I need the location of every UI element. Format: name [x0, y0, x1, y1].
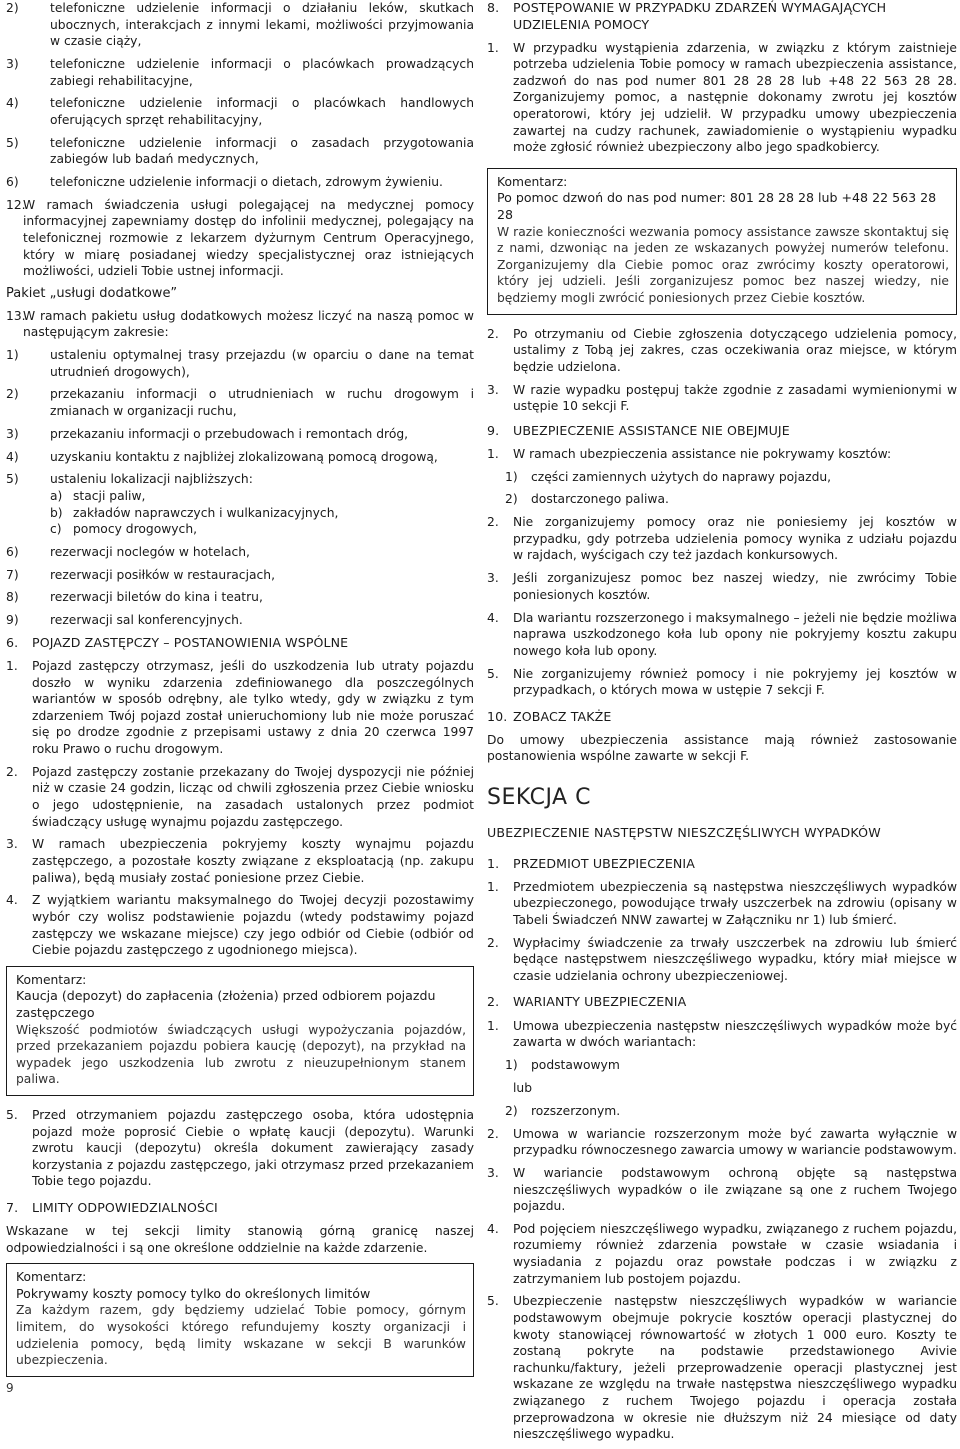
- item-text: Przed otrzymaniem pojazdu zastępczego osoba, która udostępnia pojazd może poprosić Ciebie o wpłatę kaucji (depozytu). Warunki zwrotu kaucji (depozytu) określa dokument zawierający zasady korzystania z pojazdu zastępczego, jaki otrzymasz przed przekazaniem Tobie tego pojazdu.: [32, 1107, 474, 1189]
- item-number: 4.: [6, 893, 18, 908]
- section-number: 1.: [487, 855, 500, 871]
- list-item: [487, 935, 957, 985]
- section-8-heading: [487, 0, 957, 33]
- package-heading: Pakiet „usługi dodatkowe”: [6, 286, 178, 302]
- list-item: [505, 491, 957, 508]
- item-number: 2.: [487, 326, 499, 341]
- comment-title: Kaucja (depozyt) do zapłacenia (złożenia) przed odbiorem pojazdu zastępczego: [16, 988, 436, 1020]
- item-number: 3.: [6, 837, 18, 852]
- item-text: telefoniczne udzielenie informacji o placówkach prowadzących zabiegi rehabilitacyjne,: [50, 56, 474, 88]
- item-letter: c): [50, 522, 62, 537]
- comment-label: Komentarz:: [497, 174, 568, 189]
- right-column: [487, 0, 957, 1449]
- c2-heading: [487, 994, 957, 1011]
- list-item: [487, 1165, 957, 1215]
- list-item: [6, 56, 474, 89]
- list-item: [487, 40, 957, 156]
- item-text: telefoniczne udzielenie informacji o zasadach przygotowania zabiegów lub badań medycznych,: [50, 135, 474, 167]
- item-number: 9): [6, 613, 19, 628]
- list-item: [487, 1221, 957, 1287]
- list-item: [6, 612, 474, 629]
- item-letter: b): [50, 505, 63, 520]
- item-text: przekazaniu informacji o przebudowach i remontach dróg,: [50, 426, 409, 441]
- item-text: Z wyjątkiem wariantu maksymalnego do Twojej decyzji pozostawimy wybór czy wolisz podstawienie pojazdu (wtedy podstawimy pojazd zastępczy we wskazane miejsce) czy jego odbiór od Ciebie (odbiór od Ciebie pojazdu zastępczego z ugodnionego miejsca).: [32, 893, 474, 958]
- list-item: [6, 764, 474, 830]
- item-text: Przedmiotem ubezpieczenia są następstwa nieszczęśliwych wypadków ubezpieczonego, powodujące trwały uszczerbek na zdrowiu (opisany w Tabeli Świadczeń NNW zawartej w Załączniku nr 1) lub śmierć.: [513, 879, 957, 927]
- c1-heading: [487, 856, 957, 873]
- item-number: 7): [6, 567, 19, 582]
- item-text: podstawowym: [531, 1057, 620, 1072]
- comment-box-deposit: [6, 966, 474, 1096]
- item-number: 4): [6, 449, 19, 464]
- section-9-heading: [487, 423, 957, 440]
- item-number: 1.: [487, 40, 499, 55]
- item-text: rezerwacji biletów do kina i teatru,: [50, 590, 263, 605]
- comment-title: Po pomoc dzwoń do nas pod numer: 801 28 28 28 lub +48 22 563 28 28: [497, 190, 937, 223]
- list-item: [487, 514, 957, 564]
- item-number: 6): [6, 175, 19, 190]
- item-letter: a): [50, 488, 63, 503]
- item-number: 4.: [487, 610, 499, 625]
- item-text: rezerwacji noclegów w hotelach,: [50, 544, 250, 559]
- list-item: [6, 95, 474, 128]
- comment-title: Pokrywamy koszty pomocy tylko do określonych limitów: [16, 1285, 371, 1301]
- section-6-heading: [6, 635, 474, 652]
- section-number: 2.: [487, 994, 500, 1010]
- item-text: Jeśli zorganizujesz pomoc bez naszej wiedzy, nie zwrócimy Tobie poniesionych kosztów.: [513, 571, 957, 602]
- item-text: pomocy drogowych,: [73, 522, 198, 537]
- or-label: lub: [513, 1080, 533, 1095]
- item-text: W razie wypadku postępuj także zgodnie z zasadami wymienionymi w ustępie 10 sekcji F.: [513, 382, 957, 414]
- item-number: 2.: [487, 1126, 499, 1141]
- item-text: ustaleniu lokalizacji najbliższych:: [50, 472, 253, 487]
- item-number: 2): [6, 387, 19, 402]
- page-number: 9: [6, 1381, 14, 1395]
- paragraph-number: 13.: [6, 308, 26, 323]
- section-9-more: [487, 514, 957, 699]
- list-item: [487, 610, 957, 660]
- list-item: [6, 892, 474, 958]
- list-item: [6, 471, 474, 488]
- item-number: 8): [6, 590, 19, 605]
- comment-box-phone: [487, 168, 957, 315]
- paragraph-12: [6, 197, 474, 280]
- list-item: [6, 658, 474, 758]
- comment-body: Większość podmiotów świadczących usługi wypożyczania pojazdów, przed przekazaniem pojazdu pobiera kaucję (depozyt), na przykład na wypadek jego uszkodzenia lub zwrotu z nieuzupełnionym stanem paliwa.: [16, 1022, 466, 1087]
- list-item: [487, 1293, 957, 1442]
- item-text: telefoniczne udzielenie informacji o działaniu leków, skutkach ubocznych, interakcjach z innymi lekami, możliwości przyjmowania w czasie ciąży,: [50, 1, 474, 49]
- item-number: 5): [6, 472, 19, 487]
- section-7-heading: [6, 1200, 474, 1217]
- item-text: telefoniczne udzielenie informacji o placówkach handlowych oferujących sprzęt rehabilitacyjny,: [50, 96, 474, 127]
- item-text: W wariancie podstawowym ochroną objęte są następstwa nieszczęśliwych wypadków o ile związane są one z ruchem Twojego pojazdu.: [513, 1165, 957, 1214]
- list-item: [487, 326, 957, 376]
- location-sublist: [6, 488, 474, 538]
- item-text: Pojazd zastępczy zostanie przekazany do Twojej dyspozycji nie później niż w czasie 24 godzin, licząc od chwili zgłoszenia przez Ciebie wniosku o jego udostępnienie, na zasadach ustalonych przez podmiot świadczący usługę wynajmu pojazdu zastępczego.: [32, 764, 474, 829]
- list-item: [487, 879, 957, 929]
- info-services-list: [6, 0, 474, 191]
- item-text: Nie zorganizujemy również pomocy i nie pokryjemy jej kosztów w przypadkach, o których mowa w ustępie 7 sekcji F.: [513, 666, 957, 698]
- item-number: 5.: [6, 1107, 18, 1122]
- list-item: [6, 0, 474, 50]
- item-number: 3.: [487, 382, 499, 397]
- list-item: [487, 446, 957, 463]
- section-title: PRZEDMIOT UBEZPIECZENIA: [513, 855, 695, 871]
- list-item: [487, 382, 957, 415]
- item-number: 1.: [487, 879, 499, 894]
- list-item: [6, 135, 474, 168]
- section-title: WARIANTY UBEZPIECZENIA: [513, 994, 687, 1010]
- list-item: [487, 1126, 957, 1159]
- comment-label: Komentarz:: [16, 1270, 87, 1285]
- item-text: rezerwacji posiłków w restauracjach,: [50, 567, 275, 582]
- section-number: 8.: [487, 0, 500, 15]
- item-number: 1.: [487, 446, 499, 461]
- list-item: [6, 544, 474, 561]
- list-item: [6, 449, 474, 466]
- item-text: Umowa w wariancie rozszerzonym może być zawarta wyłącznie w przypadku równoczesnego zawarcia umowy w wariancie podstawowym.: [513, 1126, 957, 1158]
- item-text: Dla wariantu rozszerzonego i maksymalnego – jeżeli nie będzie możliwa naprawa uszkodzonego koła lub opony nie pokryjemy kosztu zakupu nowego koła lub opony.: [513, 610, 957, 658]
- list-item: [6, 1107, 474, 1190]
- item-text: Ubezpieczenie następstw nieszczęśliwych wypadków w wariancie podstawowym obejmuje pokrycie kosztów operacji plastycznej do kwoty stanowiącej równowartość w złotych 1 000 euro. Koszty te zostaną pokryte na podstawie przedstawionego Avivie rachunku/faktury, jeżeli przeprowadzenie operacji plastycznej jest wskazane ze względu na trwałe następstwa nieszczęśliwego wypadku związanego z ruchem Twojego pojazdu i operacja została przeprowadzona w okresie nie dłuższym niż 24 miesiące od daty nieszczęśliwego wypadku.: [513, 1294, 957, 1442]
- item-number: 2.: [6, 764, 18, 779]
- item-number: 4.: [487, 1221, 499, 1236]
- item-number: 5.: [487, 666, 499, 681]
- comment-box-limits: [6, 1263, 474, 1377]
- item-text: telefoniczne udzielenie informacji o dietach, zdrowym żywieniu.: [50, 175, 443, 190]
- item-number: 2.: [487, 515, 499, 530]
- sub-list-item: [6, 521, 474, 538]
- item-number: 1): [505, 1057, 518, 1072]
- item-text: Nie zorganizujemy pomocy oraz nie poniesiemy jej kosztów w przypadku, gdy potrzeba udzielenia pomocy wynika z udziału pojazdu w rajdach, wyścigach czy też jazdach konkursowych.: [513, 515, 957, 563]
- comment-body: Za każdym razem, gdy będziemy udzielać Tobie pomocy, górnym limitem, do wysokości którego refundujemy koszty organizacji i udzielenia pomocy, będą limity wskazane w sekcji B warunków ubezpieczenia.: [16, 1303, 466, 1368]
- item-number: 2): [505, 1103, 518, 1118]
- section-10-heading: [487, 709, 957, 726]
- list-item: [6, 347, 474, 380]
- item-number: 2): [505, 492, 518, 507]
- list-item: [487, 570, 957, 603]
- item-number: 3): [6, 426, 19, 441]
- item-text: Umowa ubezpieczenia następstw nieszczęśliwych wypadków może być zawarta w dwóch wariantach:: [513, 1018, 957, 1050]
- item-number: 6): [6, 544, 19, 559]
- section-title: UBEZPIECZENIE ASSISTANCE NIE OBEJMUJE: [513, 422, 790, 438]
- item-text: dostarczonego paliwa.: [531, 492, 669, 507]
- section-title: POSTĘPOWANIE W PRZYPADKU ZDARZEŃ WYMAGAJĄCYCH UDZIELENIA POMOCY: [513, 0, 887, 32]
- item-text: ustaleniu optymalnej trasy przejazdu (w oparciu o dane na temat utrudnień drogowych),: [50, 348, 474, 379]
- sub-list-item: [6, 505, 474, 522]
- list-item: [6, 836, 474, 886]
- c1-items: [487, 879, 957, 985]
- section-title: LIMITY ODPOWIEDZIALNOŚCI: [32, 1199, 218, 1215]
- additional-services-list: [6, 347, 474, 465]
- comment-label: Komentarz:: [16, 972, 87, 987]
- list-item: [505, 469, 957, 486]
- item-number: 4): [6, 96, 19, 111]
- list-item: [6, 386, 474, 419]
- item-text: Wypłacimy świadczenie za trwały uszczerbek na zdrowiu lub śmierć będące następstwem nieszczęśliwego wypadku, który miał miejsce w czasie udzielania ochrony ubezpieczeniowej.: [513, 935, 957, 983]
- item-number: 5.: [487, 1294, 499, 1309]
- item-text: Pojazd zastępczy otrzymasz, jeśli do uszkodzenia lub utraty pojazdu doszło w wyniku zdarzenia zdefiniowanego dla poszczególnych wariantów w sposób odrębny, ale tylko wtedy, gdy w związku z tym zdarzeniem Twój pojazd został unieruchomiony lub nie może poruszać się po drodze zgodnie z przepisami ustawy z dnia 20 czerwca 1997 roku Prawo o ruchu drogowym.: [32, 659, 474, 757]
- list-item: [6, 589, 474, 606]
- item-number: 5): [6, 135, 19, 150]
- section-number: 6.: [6, 635, 19, 650]
- list-item: [487, 1018, 957, 1051]
- section-number: 10.: [487, 708, 508, 724]
- item-number: 3.: [487, 571, 499, 586]
- item-number: 3.: [487, 1165, 499, 1180]
- item-number: 2.: [487, 935, 499, 950]
- list-item: [487, 666, 957, 699]
- reservation-services-list: [6, 544, 474, 629]
- item-number: 2): [6, 1, 19, 15]
- list-item: [6, 426, 474, 443]
- item-text: stacji paliw,: [73, 488, 146, 503]
- list-item: [487, 1103, 957, 1120]
- item-text: uzyskaniu kontaktu z najbliżej zlokalizowaną pomocą drogową,: [50, 449, 438, 464]
- item-text: części zamiennych użytych do naprawy pojazdu,: [531, 469, 832, 484]
- left-column: [6, 0, 474, 1388]
- section-title: POJAZD ZASTĘPCZY – POSTANOWIENIA WSPÓLNE: [32, 635, 349, 650]
- item-number: 1): [505, 469, 518, 484]
- paragraph-13: [6, 308, 474, 341]
- item-text: rozszerzonym.: [531, 1103, 621, 1118]
- item-text: Pod pojęciem nieszczęśliwego wypadku, związanego z ruchem pojazdu, rozumiemy również zdarzenia powstałe w czasie wsiadania i wysiadania z pojazdu oraz powstałe podczas i w związku z zatrzymaniem lub postojem pojazdu.: [513, 1221, 957, 1286]
- item-text: W przypadku wystąpienia zdarzenia, w związku z którym zaistnieje potrzeba udzielenia Tobie pomocy w ramach ubezpieczenia assistance, zadzwoń do nas pod numer 801 28 28 28 lub +48 22 563 28 28. Zorganizujemy pomoc, a następnie dokonamy zwrotu jej kosztów operatorowi, który jej udzielił. W przypadku umowy ubezpieczenia zawartej na cudzy rachunek, zawiadomienie o wystąpieniu wypadku może zgłosić również ubezpieczony albo jego spadkobiercy.: [513, 40, 957, 155]
- item-text: Po otrzymaniu od Ciebie zgłoszenia dotyczącego udzielenia pomocy, ustalimy z Tobą jej zakres, czas oczekiwania oraz miejsce, w którym będzie udzielona.: [513, 326, 957, 374]
- section-c-title: SEKCJA C: [487, 784, 591, 810]
- section-number: 7.: [6, 1199, 19, 1215]
- section-c-subtitle: UBEZPIECZENIE NASTĘPSTW NIESZCZĘŚLIWYCH WYPADKÓW: [487, 824, 881, 840]
- section-10-text: Do umowy ubezpieczenia assistance mają również zastosowanie postanowienia wspólne zawarte w sekcji F.: [487, 732, 957, 764]
- item-text: zakładów naprawczych i wulkanizacyjnych,: [73, 505, 339, 520]
- item-number: 1): [6, 348, 19, 362]
- item-text: W ramach ubezpieczenia assistance nie pokrywamy kosztów:: [513, 446, 892, 461]
- paragraph-text: W ramach świadczenia usługi polegającej na medycznej pomocy informacyjnej zapewniamy dostęp do infolinii medycznej, polegający na telefonicznej rozmowie z lekarzem dyżurnym Centrum Operacyjnego, który w miarę posiadanej wiedzy specjalistycznej oraz istniejących możliwości, udzieli Tobie ustnej informacji.: [23, 197, 474, 279]
- paragraph-number: 12.: [6, 197, 26, 212]
- item-text: W ramach ubezpieczenia pokryjemy koszty wynajmu pojazdu zastępczego, a pozostałe koszty związane z eksploatacją (np. zakupu paliwa), będą musiały zostać poniesione przez Ciebie.: [32, 837, 474, 885]
- sub-list-item: [6, 488, 474, 505]
- section-number: 9.: [487, 422, 500, 438]
- c2-more: [487, 1126, 957, 1443]
- list-item: [487, 1057, 957, 1074]
- section-6-items: [6, 658, 474, 959]
- list-item: [6, 567, 474, 584]
- item-number: 3): [6, 56, 19, 71]
- item-number: 1.: [487, 1018, 499, 1033]
- paragraph-text: W ramach pakietu usług dodatkowych możesz liczyć na naszą pomoc w następującym zakresie:: [23, 308, 474, 340]
- list-item: [6, 174, 474, 191]
- section-8-more: [487, 326, 957, 415]
- item-text: rezerwacji sal konferencyjnych.: [50, 613, 243, 628]
- section-7-text: Wskazane w tej sekcji limity stanowią górną granicę naszej odpowiedzialności i są one określone oddzielnie na każde zdarzenie.: [6, 1223, 474, 1255]
- section-title: ZOBACZ TAKŻE: [513, 708, 612, 724]
- item-text: przekazaniu informacji o utrudnieniach w ruchu drogowym i zmianach w organizacji ruchu,: [50, 387, 474, 418]
- comment-body: W razie konieczności wezwania pomocy assistance zawsze skontaktuj się z nami, dzwoniąc na jeden ze wskazanych powyżej numerów telefonu. Zorganizujemy dla Ciebie pomoc oraz zwrócimy koszty operatorowi, który jej udzieli. Jeśli zorganizujesz pomoc bez naszej wiedzy, nie będziemy mogli zwrócić poniesionych przez Ciebie kosztów.: [497, 224, 949, 305]
- item-number: 1.: [6, 659, 18, 674]
- section-9-sublist: [487, 469, 957, 508]
